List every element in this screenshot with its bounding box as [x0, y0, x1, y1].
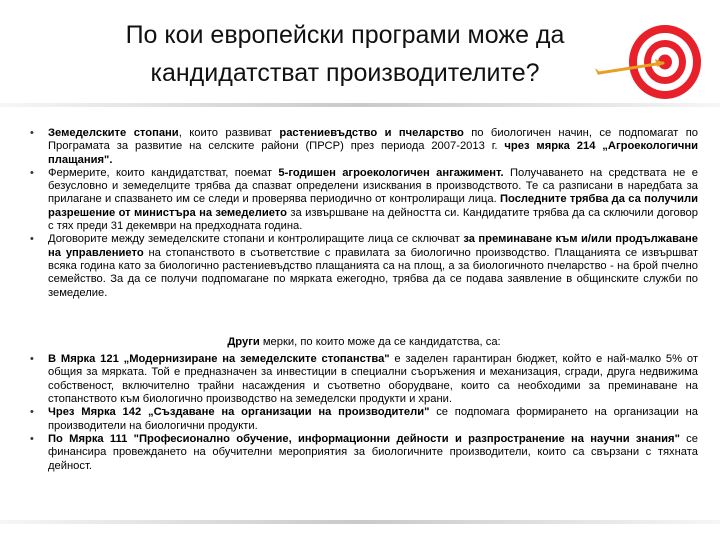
bullet-item	[30, 353, 698, 406]
text: е заделен гарантиран бюджет, който е най-малко 5% от общия за мярката. Той е предназначен за инвестиции в специални съоръжения и механизация, сгради, друга недвижима собственост, включително трайни насаждения и съответно оборудване, които са необходими за преминаване на стопанството към биологично производство на земеделски продукти и храни.	[48, 353, 698, 406]
bullet-dot: •	[30, 406, 34, 419]
bold-text: Последните трябва да са получили разрешение от министъра на земеделието	[48, 193, 698, 219]
text: по биологичен начин, се подпомагат по Програмата за развитие на селските райони (ПРСР) през периода 2007-2013 г.	[48, 127, 698, 153]
bold-text: Чрез Мярка 142 „Създаване на организации на производители"	[48, 406, 430, 419]
bullet-dot: •	[30, 233, 34, 246]
bold-text: за преминаване към и/или продължаване на управлението	[48, 233, 698, 259]
text: се финансира провеждането на обучителни мероприятия за биологичните производители, които са свързани с тяхната дейност.	[48, 432, 698, 472]
text: Договорите между земеделските стопани и контролиращите лица се сключват	[48, 233, 464, 246]
slide-title	[20, 16, 670, 92]
text: за извършване на дейността си. Кандидатите трябва да са сключили договор с тях преди 31 декември на предходната година.	[48, 206, 698, 233]
bullet-item	[30, 127, 698, 167]
bold-text: По Мярка 111 "Професионално обучение, информационни дейности и разпространение на научни знания"	[48, 432, 680, 445]
bullet-item	[30, 406, 698, 433]
title-line-2: кандидатстват производителите?	[150, 59, 540, 87]
text: на стопанството в съответствие с правилата за биологично производство. Плащанията се извършват всяка година като за биологично растениевъдство плащанията са на площ, а за биологичното пчеларство - на брой пчелно семейство. За да се получи подпомагане по мярката ежегодно, трябва да се подава заявление в общинските служби по земеделие.	[48, 246, 698, 299]
target-icon	[595, 18, 707, 103]
header-separator	[0, 103, 720, 107]
bold-text: В Мярка 121 „Модернизиране на земеделските стопанства"	[48, 353, 390, 366]
text: Фермерите, които кандидатстват, поемат	[48, 166, 279, 179]
text: , които развиват	[178, 127, 280, 139]
slide-body	[30, 127, 698, 473]
bullet-dot: •	[30, 127, 34, 139]
bullet-dot: •	[30, 432, 34, 445]
bullet-dot: •	[30, 166, 34, 179]
bullet-item	[30, 433, 698, 473]
text: се подпомага формирането на организации на производители на биологични продукти.	[48, 406, 698, 432]
bold-text: растениевъдство и пчеларство	[279, 127, 464, 139]
bullet-item	[30, 167, 698, 233]
target-rings	[629, 25, 701, 99]
footer-separator	[0, 520, 720, 524]
title-line-1: По кои европейски програми може да	[125, 21, 565, 49]
bold-text: Земеделските стопани	[48, 127, 179, 139]
bold-text: 5-годишен агроекологичен ангажимент.	[278, 166, 504, 179]
bullet-item	[30, 233, 698, 299]
subheading	[30, 336, 698, 349]
bullet-list-2	[30, 353, 698, 473]
bold-text: чрез мярка 214 „Агроекологични плащания".	[48, 140, 698, 166]
text: мерки, по които може да се кандидатства, са:	[259, 335, 501, 348]
bullet-list-1	[30, 127, 698, 300]
bold-text: Други	[227, 335, 260, 348]
bullet-dot: •	[30, 353, 34, 366]
text: Получаването на средствата не е безусловно и земеделците трябва да спазват определени изисквания в производството. Те са разписани в наредбата за прилагане и спазването им се следи и проверява периодично от контролиращи лица.	[48, 166, 698, 206]
